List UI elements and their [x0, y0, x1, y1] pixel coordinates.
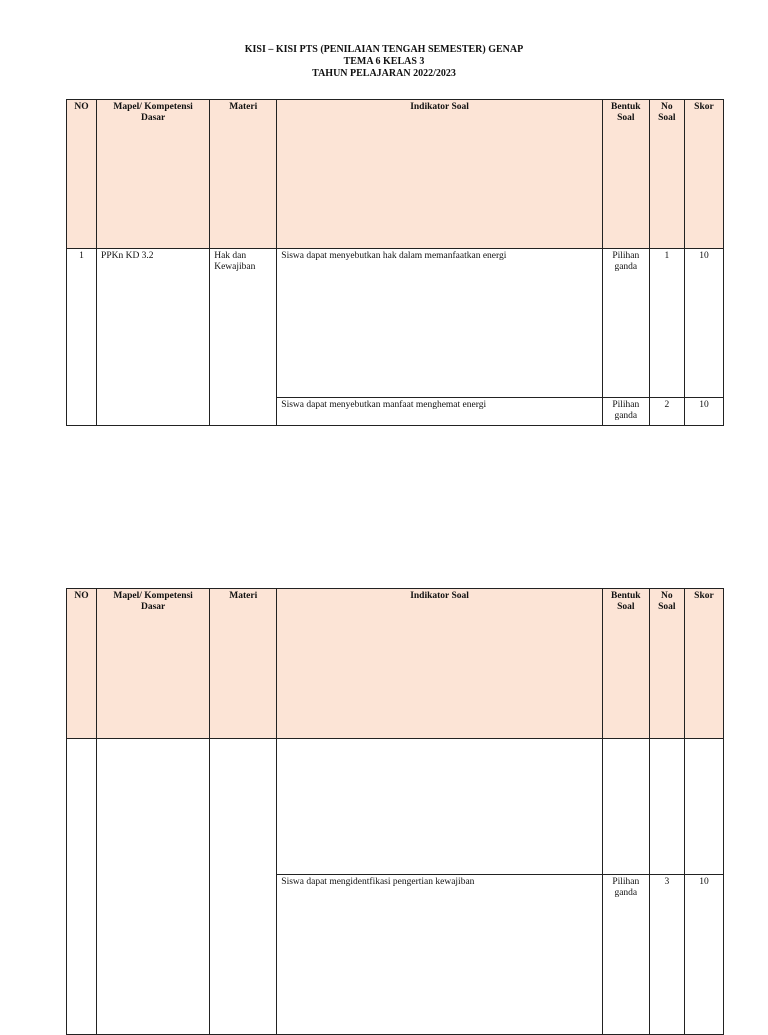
row-bentuk — [602, 739, 649, 875]
header-materi: Materi — [210, 589, 277, 739]
document-title — [0, 44, 768, 80]
table-row — [67, 739, 724, 875]
table-row — [67, 249, 724, 398]
row-bentuk: Pilihan ganda — [602, 875, 649, 1035]
header-bentuk: Bentuk Soal — [602, 589, 649, 739]
row-mapel — [97, 739, 210, 1035]
row-materi: Hak dan Kewajiban — [210, 249, 277, 426]
header-no-soal: No Soal — [649, 100, 684, 249]
kisi-table-2 — [66, 588, 724, 1035]
header-no: NO — [67, 100, 97, 249]
table-header-row — [67, 100, 724, 249]
row-no: 1 — [67, 249, 97, 426]
title-line-1: KISI – KISI PTS (PENILAIAN TENGAH SEMESTER) GENAP — [244, 44, 524, 55]
row-skor: 10 — [684, 398, 723, 426]
header-no-soal: No Soal — [649, 589, 684, 739]
header-skor: Skor — [684, 589, 723, 739]
row-materi — [210, 739, 277, 1035]
row-no-soal: 1 — [649, 249, 684, 398]
header-skor: Skor — [684, 100, 723, 249]
header-mapel: Mapel/ Kompetensi Dasar — [97, 589, 210, 739]
header-indikator: Indikator Soal — [277, 589, 602, 739]
title-line-2: TEMA 6 KELAS 3 — [343, 56, 425, 67]
row-no-soal: 3 — [649, 875, 684, 1035]
table-header-row — [67, 589, 724, 739]
row-skor: 10 — [684, 249, 723, 398]
row-bentuk: Pilihan ganda — [602, 249, 649, 398]
header-bentuk: Bentuk Soal — [602, 100, 649, 249]
header-indikator: Indikator Soal — [277, 100, 602, 249]
row-indikator: Siswa dapat menyebutkan manfaat menghemat energi — [277, 398, 602, 426]
row-skor: 10 — [684, 875, 723, 1035]
row-no-soal: 2 — [649, 398, 684, 426]
row-no — [67, 739, 97, 1035]
kisi-table-1 — [66, 99, 724, 426]
title-line-3: TAHUN PELAJARAN 2022/2023 — [312, 68, 456, 79]
row-bentuk: Pilihan ganda — [602, 398, 649, 426]
row-no-soal — [649, 739, 684, 875]
header-materi: Materi — [210, 100, 277, 249]
header-no: NO — [67, 589, 97, 739]
row-indikator — [277, 739, 602, 875]
header-mapel: Mapel/ Kompetensi Dasar — [97, 100, 210, 249]
row-mapel: PPKn KD 3.2 — [97, 249, 210, 426]
row-indikator: Siswa dapat mengidentfikasi pengertian kewajiban — [277, 875, 602, 1035]
row-indikator: Siswa dapat menyebutkan hak dalam memanfaatkan energi — [277, 249, 602, 398]
row-skor — [684, 739, 723, 875]
